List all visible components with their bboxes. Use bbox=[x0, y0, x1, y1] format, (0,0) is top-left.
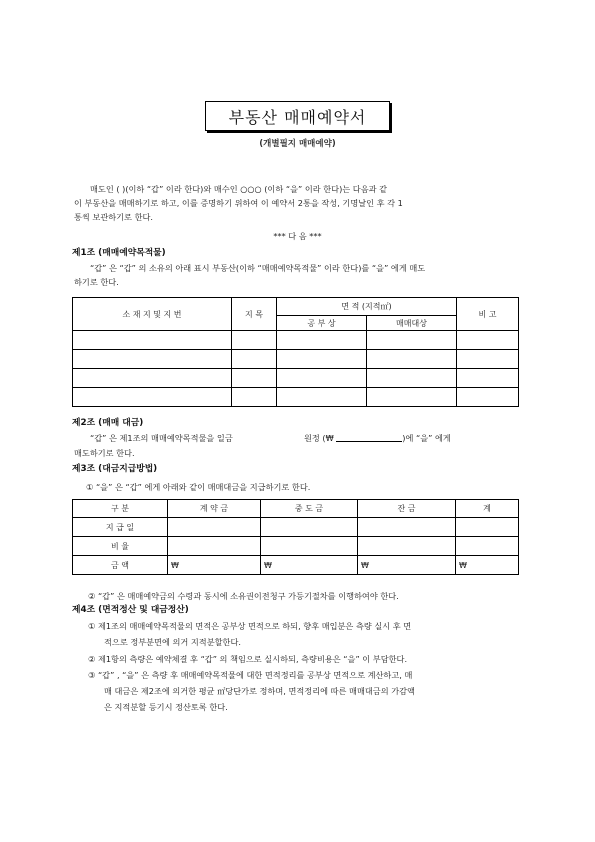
payment-header-interim: 중 도 금 bbox=[261, 500, 358, 518]
payment-table bbox=[72, 499, 519, 575]
col-location-header: 소 재 지 및 지 번 bbox=[73, 298, 232, 331]
article-2-line-1: “갑” 은 제1조의 매매예약목적물을 일금 원정 (₩ )에 “을” 에게 bbox=[90, 433, 451, 443]
article-3-heading: 제3조 (대금지급방법) bbox=[72, 464, 158, 474]
document-title: 부동산 매매예약서 bbox=[205, 101, 390, 131]
article-4-item-1-line-2: 적으로 정부분면에 의거 지적분할한다. bbox=[104, 637, 241, 647]
article-4-heading: 제4조 (면적정산 및 대금정산) bbox=[72, 605, 189, 615]
article-1-line-2: 하기로 한다. bbox=[74, 277, 119, 287]
article-4-item-3-line-3: 은 지적분할 등기시 정산토록 한다. bbox=[104, 702, 228, 712]
table-row bbox=[73, 331, 519, 350]
article-1-heading: 제1조 (매매예약목적물) bbox=[72, 248, 166, 258]
article-1-line-1: “갑” 은 “갑” 의 소유의 아래 표시 부동산(이하 “매매예약목적물” 이라 한다)를 “을” 에게 매도 bbox=[90, 263, 426, 273]
col-area-official-header: 공 부 상 bbox=[277, 316, 367, 331]
amount-deposit: ₩ bbox=[168, 556, 261, 575]
table-row bbox=[73, 537, 519, 556]
amount-blank bbox=[336, 434, 402, 442]
amount-total: ₩ bbox=[456, 556, 519, 575]
col-area-header: 면 적 (지적㎡) bbox=[277, 298, 457, 316]
payment-header-category: 구 분 bbox=[73, 500, 168, 518]
col-area-sale-header: 매매대상 bbox=[367, 316, 457, 331]
article-2-heading: 제2조 (매매 대금) bbox=[72, 418, 144, 428]
intro-line-1: 매도인 ( )(이하 “갑” 이라 한다)와 매수인 ○○○ (이하 “을” 이라 한다)는 다음과 같 bbox=[90, 184, 388, 194]
payment-header-balance: 잔 금 bbox=[358, 500, 456, 518]
article-4-item-1-line-1: ① 제1조의 매매예약목적물의 면적은 공부상 면적으로 하되, 향후 매입분은 측량 실시 후 면 bbox=[88, 621, 412, 631]
article-3-item-2: ② “갑” 은 매매예약금의 수령과 동시에 소유권이전청구 가등기절차를 이행하여야 한다. bbox=[88, 591, 399, 601]
property-table bbox=[72, 297, 519, 407]
article-3-item-1: ① “을” 은 “갑” 에게 아래와 같이 매매대금을 지급하기로 한다. bbox=[86, 482, 311, 492]
row-label-ratio: 비 율 bbox=[73, 537, 168, 556]
article-4-item-3-line-2: 매 대금은 제2조에 의거한 평균 ㎡당단가로 정하며, 면적정리에 따른 매매대금의 가감액 bbox=[104, 686, 415, 696]
article-2-line-2: 매도하기로 한다. bbox=[74, 448, 135, 458]
amount-balance: ₩ bbox=[358, 556, 456, 575]
table-row bbox=[73, 556, 519, 575]
table-row bbox=[73, 388, 519, 407]
intro-line-2: 이 부동산을 매매하기로 하고, 이를 증명하기 위하여 이 예약서 2통을 작성, 기명날인 후 각 1 bbox=[74, 198, 403, 208]
payment-header-deposit: 계 약 금 bbox=[168, 500, 261, 518]
payment-header-total: 계 bbox=[456, 500, 519, 518]
row-label-payment-date: 지 급 일 bbox=[73, 518, 168, 537]
center-mark: *** 다 음 *** bbox=[273, 231, 322, 241]
table-row bbox=[73, 350, 519, 369]
article-4-item-2: ② 제1항의 측량은 예약체결 후 “갑” 의 책임으로 실시하되, 측량비용은 “을” 이 부담한다. bbox=[88, 654, 408, 664]
document-subtitle: (개별필지 매매예약) bbox=[259, 139, 336, 149]
table-row bbox=[73, 369, 519, 388]
article-4-item-3-line-1: ③ “갑” , “을” 은 측량 후 매매예약목적물에 대한 면적정리를 공부상 면적으로 계산하고, 매 bbox=[88, 670, 413, 680]
amount-interim: ₩ bbox=[261, 556, 358, 575]
intro-line-3: 통씩 보관하기로 한다. bbox=[74, 212, 153, 222]
row-label-amount: 금 액 bbox=[73, 556, 168, 575]
table-row bbox=[73, 518, 519, 537]
col-category-header: 지 목 bbox=[232, 298, 277, 331]
col-note-header: 비 고 bbox=[457, 298, 519, 331]
